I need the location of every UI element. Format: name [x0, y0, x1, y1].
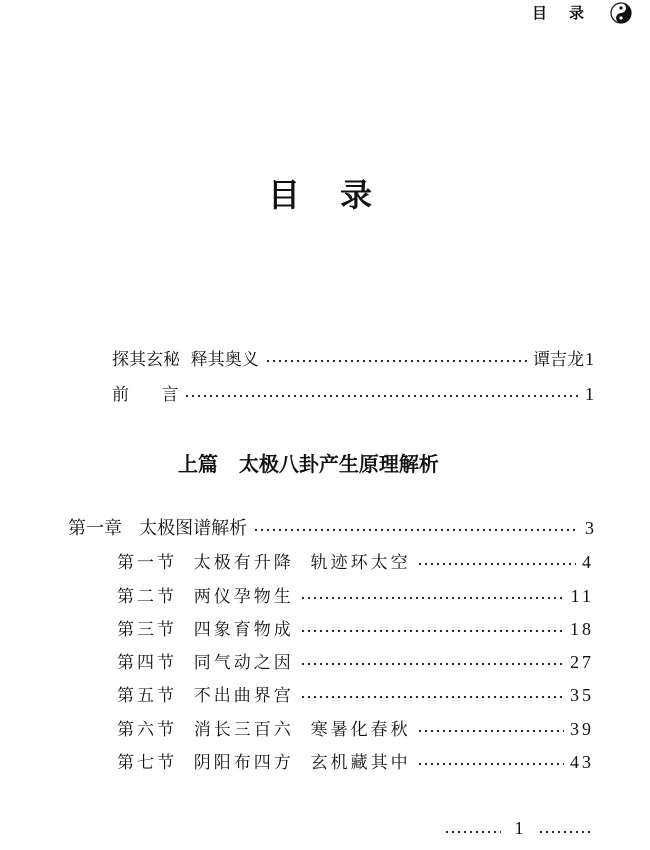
- dot-leader: [265, 359, 527, 363]
- toc-section[interactable]: [117, 648, 594, 672]
- yin-yang-icon: [610, 2, 632, 24]
- toc-chapter-1[interactable]: [68, 514, 594, 538]
- page-footer: [444, 818, 594, 839]
- toc-entry-label: 第一章 太极图谱解析: [68, 518, 248, 539]
- dot-leader: [300, 695, 564, 699]
- toc-page-number: 1: [585, 349, 594, 369]
- part-heading: 上篇 太极八卦产生原理解析: [178, 452, 439, 476]
- toc-section[interactable]: [117, 715, 594, 739]
- toc-section[interactable]: [117, 681, 594, 705]
- toc-page-number: 4: [582, 552, 594, 572]
- toc-entry-label: 第六节 消长三百六 寒暑化春秋: [117, 720, 411, 740]
- toc-section[interactable]: [117, 548, 594, 572]
- toc-entry-preface-essay[interactable]: [112, 345, 594, 369]
- toc-section[interactable]: [117, 748, 594, 772]
- toc-entry-label: 第二节 两仪孕物生: [117, 587, 294, 607]
- toc-entry-label: 第七节 阴阳布四方 玄机藏其中: [117, 753, 411, 773]
- toc-entry-label: 第三节 四象育物成: [117, 620, 294, 640]
- dot-leader: [184, 394, 578, 398]
- dot-leader: [300, 629, 564, 633]
- toc-entry-label: 第五节 不出曲界宫: [117, 686, 294, 706]
- toc-entry-label: 前 言: [112, 385, 179, 405]
- dot-leader: [417, 562, 576, 566]
- toc-section[interactable]: [117, 615, 594, 639]
- toc-page-number: 39: [570, 719, 594, 739]
- toc-entry-label: 探其玄秘 释其奥义: [112, 350, 259, 370]
- dot-leader: [300, 596, 565, 600]
- page-title: 目录: [267, 176, 412, 214]
- footer-dots-right: [538, 830, 595, 834]
- toc-page-number: 3: [585, 518, 594, 538]
- dot-leader: [300, 662, 564, 666]
- toc-entry-label: 第四节 同气动之因: [117, 653, 294, 673]
- dot-leader: [417, 762, 564, 766]
- toc-entry-foreword[interactable]: [112, 380, 594, 404]
- footer-dots-left: [444, 830, 501, 834]
- dot-leader: [417, 729, 564, 733]
- toc-entry-author: 谭吉龙: [533, 350, 584, 370]
- toc-entry-label: 第一节 太极有升降 轨迹环太空: [117, 553, 411, 573]
- running-header: 目录: [531, 4, 606, 22]
- toc-page-number: 35: [570, 685, 594, 705]
- footer-page-number: 1: [514, 818, 524, 838]
- toc-page-number: 18: [570, 619, 594, 639]
- toc-page-number: 11: [570, 586, 594, 606]
- toc-page-number: 27: [570, 652, 594, 672]
- toc-page-number: 43: [570, 752, 594, 772]
- toc-section[interactable]: [117, 582, 594, 606]
- dot-leader: [253, 528, 578, 532]
- toc-page-number: 1: [585, 384, 594, 404]
